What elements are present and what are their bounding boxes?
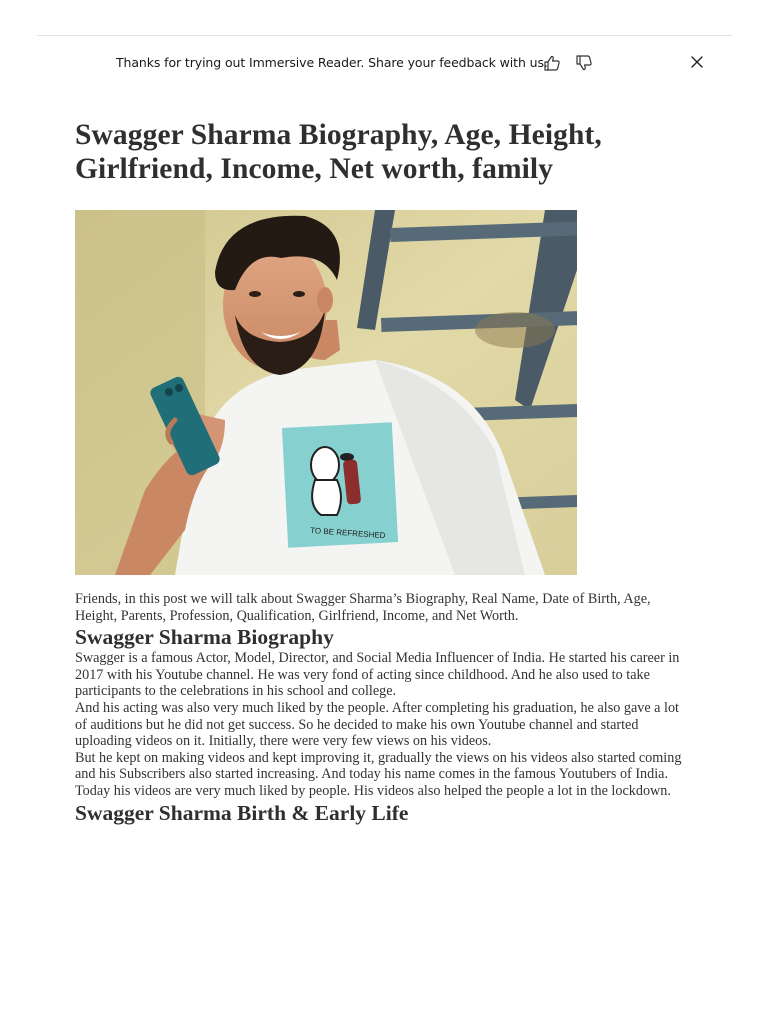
section-heading-biography: Swagger Sharma Biography	[75, 625, 334, 650]
feedback-message: Thanks for trying out Immersive Reader. Share your feedback with us.	[116, 55, 548, 70]
intro-paragraph: Friends, in this post we will talk about Swagger Sharma’s Biography, Real Name, Date of Birth, Age, Height, Parents, Profession, Qualification, Girlfriend, Income, and Net Worth.	[75, 591, 651, 624]
biography-paragraph-1: Swagger is a famous Actor, Model, Director, and Social Media Influencer of India. He started his career in 2017 with his Youtube channel. He was very fond of acting since childhood. And he also used to take participants to the celebrations in his school and college.	[75, 650, 680, 700]
section-heading-birth-early-life: Swagger Sharma Birth & Early Life	[75, 800, 409, 825]
close-icon[interactable]	[686, 51, 708, 73]
article-title: Swagger Sharma Biography, Age, Height, Girlfriend, Income, Net worth, family	[75, 119, 602, 185]
thumbs-up-icon[interactable]	[541, 52, 563, 74]
svg-text:TO BE REFRESHED: TO BE REFRESHED	[309, 525, 386, 541]
top-divider	[37, 35, 732, 36]
article	[75, 118, 693, 826]
thumbs-down-icon[interactable]	[573, 52, 595, 74]
biography-paragraph-3: But he kept on making videos and kept improving it, gradually the views on his videos also started coming and his Subscribers also started increasing. And today his name comes in the famous Youtubers of India. Today his videos are very much liked by people. His videos also helped the people a lot in the lockdown.	[75, 749, 682, 799]
immersive-reader-feedback-bar	[0, 48, 768, 78]
biography-paragraph-2: And his acting was also very much liked by the people. After completing his graduation, he also gave a lot of auditions but he did not get success. So he decided to make his own Youtube channel and started uploading videos on it. Initially, there were very few views on his videos.	[75, 699, 680, 750]
article-hero-image	[75, 210, 577, 575]
hero-photo-illustration	[75, 210, 577, 575]
